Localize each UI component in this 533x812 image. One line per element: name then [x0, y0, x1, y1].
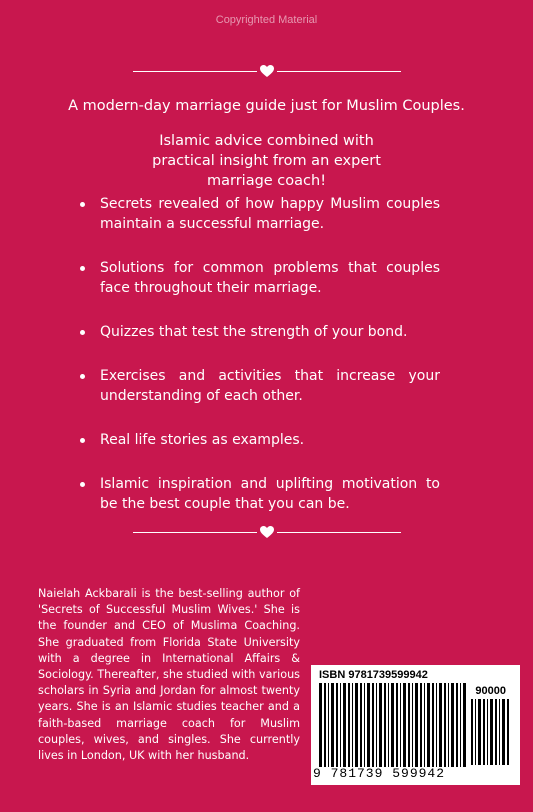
price-code: 90000: [475, 685, 506, 697]
barcode-digits: 9 781739 599942: [313, 766, 446, 781]
copyright-watermark: Copyrighted Material: [215, 14, 318, 26]
isbn-label: ISBN 9781739599942: [319, 669, 428, 681]
list-item: Real life stories as examples.: [100, 430, 440, 450]
bottom-heart-divider: [133, 526, 401, 540]
isbn-barcode: [311, 665, 520, 785]
top-heart-divider: [133, 65, 401, 79]
list-item: Secrets revealed of how happy Muslim couples maintain a successful marriage.: [100, 196, 440, 232]
author-bio: Naielah Ackbarali is the best-selling author of 'Secrets of Successful Muslim Wives.' She is the founder and CEO of Muslima Coaching. She graduated from Florida State University with a degree in International Affairs & Sociology. Thereafter, she studied with various scholars in Syria and Jordan for almost twenty years. She is an Islamic studies teacher and a faith-based marriage coach for Muslim couples, wives, and singles. She currently lives in London, UK with her husband.: [38, 587, 300, 763]
heart-icon: [260, 65, 274, 78]
feature-list: [100, 194, 440, 538]
barcode-bars: [319, 683, 469, 767]
intro-subtitle: Islamic advice combined with practical insight from an expert marriage coach!: [152, 133, 381, 189]
intro-tagline: A modern-day marriage guide just for Muslim Couples.: [68, 98, 465, 114]
list-item: Exercises and activities that increase your understanding of each other.: [100, 368, 440, 404]
list-item: Islamic inspiration and uplifting motivation to be the best couple that you can be.: [100, 476, 440, 512]
list-item: Solutions for common problems that couples face throughout their marriage.: [100, 260, 440, 296]
barcode-addon-bars: [471, 699, 513, 765]
heart-icon: [260, 526, 274, 539]
list-item: Quizzes that test the strength of your bond.: [100, 322, 440, 342]
